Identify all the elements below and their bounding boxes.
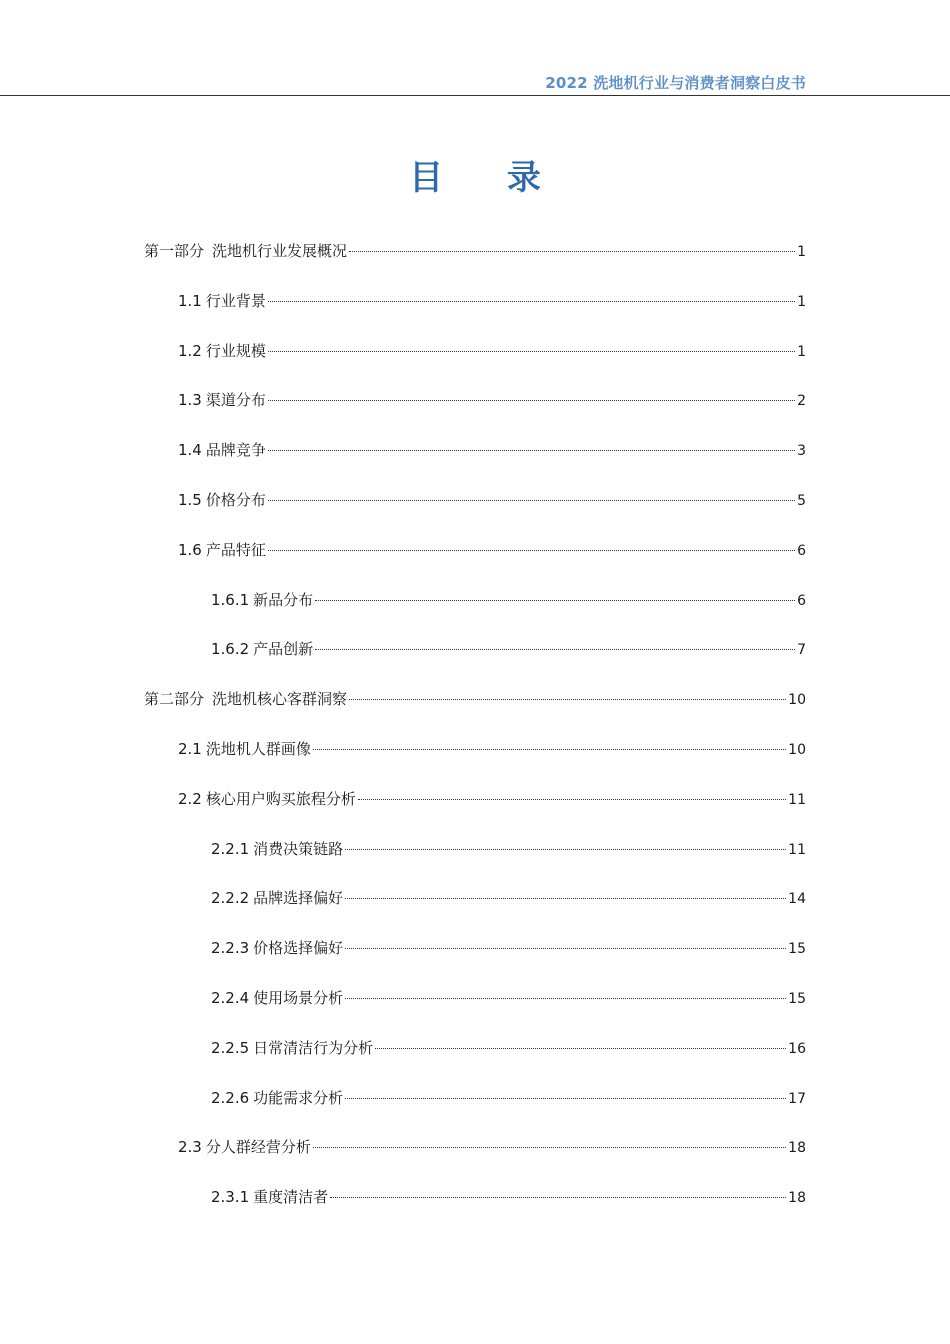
toc-entry[interactable] xyxy=(211,589,806,611)
dot-leader xyxy=(330,1197,786,1198)
toc-entry-number: 1.3 xyxy=(178,391,202,410)
toc-entry[interactable] xyxy=(144,240,806,262)
toc-entry-number: 1.2 xyxy=(178,341,202,360)
toc-entry-page-number: 1 xyxy=(797,244,806,260)
toc-entry-page-number: 15 xyxy=(788,941,806,958)
toc-entry-label: 重度清洁者 xyxy=(253,1188,329,1207)
toc-entry-label: 洗地机行业发展概况 xyxy=(212,242,348,260)
toc-entry-title xyxy=(178,788,356,810)
toc-entry-page-number: 16 xyxy=(788,1040,806,1057)
toc-entry-label: 洗地机核心客群洞察 xyxy=(212,690,348,709)
toc-entry-page-number: 14 xyxy=(788,891,806,908)
toc-entry-label: 渠道分布 xyxy=(205,391,266,410)
toc-entry-label: 功能需求分析 xyxy=(253,1088,344,1107)
toc-entry[interactable] xyxy=(178,439,806,461)
toc-entry-title xyxy=(178,290,266,312)
toc-entry-label: 核心用户购买旅程分析 xyxy=(205,789,356,808)
toc-entry-label: 品牌竞争 xyxy=(205,441,266,460)
toc-entry[interactable] xyxy=(211,987,806,1009)
dot-leader xyxy=(345,849,786,850)
toc-entry[interactable] xyxy=(211,1037,806,1059)
toc-entry-label: 消费决策链路 xyxy=(253,839,344,858)
toc-entry-label: 产品特征 xyxy=(205,540,266,559)
dot-leader xyxy=(345,998,786,999)
dot-leader xyxy=(315,649,795,650)
toc-entry[interactable] xyxy=(178,389,806,411)
toc-entry-number: 1.6.1 xyxy=(211,590,250,609)
toc-entry-page-number: 6 xyxy=(797,592,806,609)
toc-entry-page-number: 11 xyxy=(788,841,806,858)
toc-entry-page-number: 11 xyxy=(788,791,806,808)
toc-entry-page-number: 5 xyxy=(797,493,806,509)
toc-entry[interactable] xyxy=(178,788,806,810)
toc-entry-title xyxy=(178,539,266,561)
toc-entry-label: 行业背景 xyxy=(205,291,266,310)
toc-entry[interactable] xyxy=(178,738,806,760)
toc-entry-title xyxy=(211,987,343,1009)
toc-entry-title xyxy=(178,1136,311,1158)
toc-entry[interactable] xyxy=(211,887,806,909)
toc-entry-page-number: 15 xyxy=(788,991,806,1007)
toc-entry[interactable] xyxy=(211,1087,806,1109)
document-title: 2022 洗地机行业与消费者洞察白皮书 xyxy=(545,74,806,92)
toc-entry[interactable] xyxy=(178,539,806,561)
toc-entry-title xyxy=(178,389,266,411)
toc-entry-label: 价格分布 xyxy=(205,491,266,509)
dot-leader xyxy=(268,351,795,352)
toc-entry[interactable] xyxy=(178,340,806,362)
toc-entry-label: 洗地机人群画像 xyxy=(205,740,311,758)
toc-entry-number: 第二部分 xyxy=(144,690,205,709)
toc-entry[interactable] xyxy=(211,638,806,660)
toc-entry[interactable] xyxy=(211,838,806,860)
toc-entry-page-number: 1 xyxy=(797,343,806,360)
toc-entry-page-number: 18 xyxy=(788,1190,806,1207)
toc-entry-title xyxy=(211,937,343,959)
toc-entry-number: 2.2.3 xyxy=(211,939,250,958)
toc-entry-number: 2.2.2 xyxy=(211,889,250,908)
dot-leader xyxy=(345,1098,786,1099)
toc-entry-page-number: 10 xyxy=(788,742,806,758)
toc-entry-title xyxy=(211,1087,343,1109)
toc-entry[interactable] xyxy=(211,1186,806,1208)
toc-entry[interactable] xyxy=(178,290,806,312)
toc-entry-label: 使用场景分析 xyxy=(253,989,344,1007)
toc-entry-number: 2.1 xyxy=(178,740,202,758)
toc-entry-title xyxy=(178,439,266,461)
toc-entry-title xyxy=(211,1186,328,1208)
dot-leader xyxy=(349,251,795,252)
toc-entry-label: 日常清洁行为分析 xyxy=(253,1038,374,1057)
toc-entry-title xyxy=(178,489,266,511)
toc-entry-label: 分人群经营分析 xyxy=(205,1138,311,1157)
toc-entry-label: 品牌选择偏好 xyxy=(253,889,344,908)
toc-entry-number: 2.3 xyxy=(178,1138,202,1157)
toc-entry-title xyxy=(144,688,347,710)
toc-entry-number: 1.5 xyxy=(178,491,202,509)
dot-leader xyxy=(268,450,795,451)
toc-entry-label: 行业规模 xyxy=(205,341,266,360)
toc-entry-number: 2.2 xyxy=(178,789,202,808)
dot-leader xyxy=(375,1048,786,1049)
toc-entry-number: 1.6.2 xyxy=(211,640,250,659)
toc-entry-title xyxy=(144,240,347,262)
toc-entry[interactable] xyxy=(144,688,806,710)
header-divider xyxy=(0,95,950,96)
toc-entry[interactable] xyxy=(211,937,806,959)
toc-entry-number: 2.3.1 xyxy=(211,1188,250,1207)
toc-entry-page-number: 3 xyxy=(797,443,806,460)
toc-entry-page-number: 6 xyxy=(797,542,806,559)
toc-entry-number: 1.4 xyxy=(178,441,202,460)
toc-entry-number: 1.6 xyxy=(178,540,202,559)
toc-entry-title xyxy=(178,738,311,760)
toc-entry[interactable] xyxy=(178,489,806,511)
dot-leader xyxy=(358,799,786,800)
dot-leader xyxy=(315,600,795,601)
toc-entry-title xyxy=(211,638,313,660)
toc-entry-number: 2.2.4 xyxy=(211,989,250,1007)
dot-leader xyxy=(349,699,786,700)
toc-entry-number: 2.2.1 xyxy=(211,839,250,858)
toc-entry-page-number: 7 xyxy=(797,642,806,659)
toc-entry-title xyxy=(211,589,313,611)
toc-entry-number: 第一部分 xyxy=(144,242,205,260)
toc-entry-page-number: 1 xyxy=(797,293,806,310)
toc-entry-title xyxy=(178,340,266,362)
toc-entry-title xyxy=(211,838,343,860)
toc-heading: 目 录 xyxy=(409,158,567,198)
toc-entry-label: 新品分布 xyxy=(253,590,314,609)
toc-entry-title xyxy=(211,1037,373,1059)
toc-entry-page-number: 17 xyxy=(788,1090,806,1107)
dot-leader xyxy=(268,400,795,401)
toc-entry-title xyxy=(211,887,343,909)
dot-leader xyxy=(268,550,795,551)
dot-leader xyxy=(268,301,795,302)
dot-leader xyxy=(345,948,786,949)
toc-entry-label: 价格选择偏好 xyxy=(253,939,344,958)
toc-entry-number: 2.2.5 xyxy=(211,1038,250,1057)
dot-leader xyxy=(313,1147,786,1148)
toc-entry-number: 2.2.6 xyxy=(211,1088,250,1107)
toc-entry-label: 产品创新 xyxy=(253,640,314,659)
dot-leader xyxy=(313,749,786,750)
toc-entry-number: 1.1 xyxy=(178,291,202,310)
dot-leader xyxy=(345,898,786,899)
toc-entry-page-number: 18 xyxy=(788,1140,806,1157)
toc-entry-page-number: 2 xyxy=(797,393,806,410)
toc-entry[interactable] xyxy=(178,1136,806,1158)
dot-leader xyxy=(268,500,795,501)
toc-entry-page-number: 10 xyxy=(788,692,806,709)
